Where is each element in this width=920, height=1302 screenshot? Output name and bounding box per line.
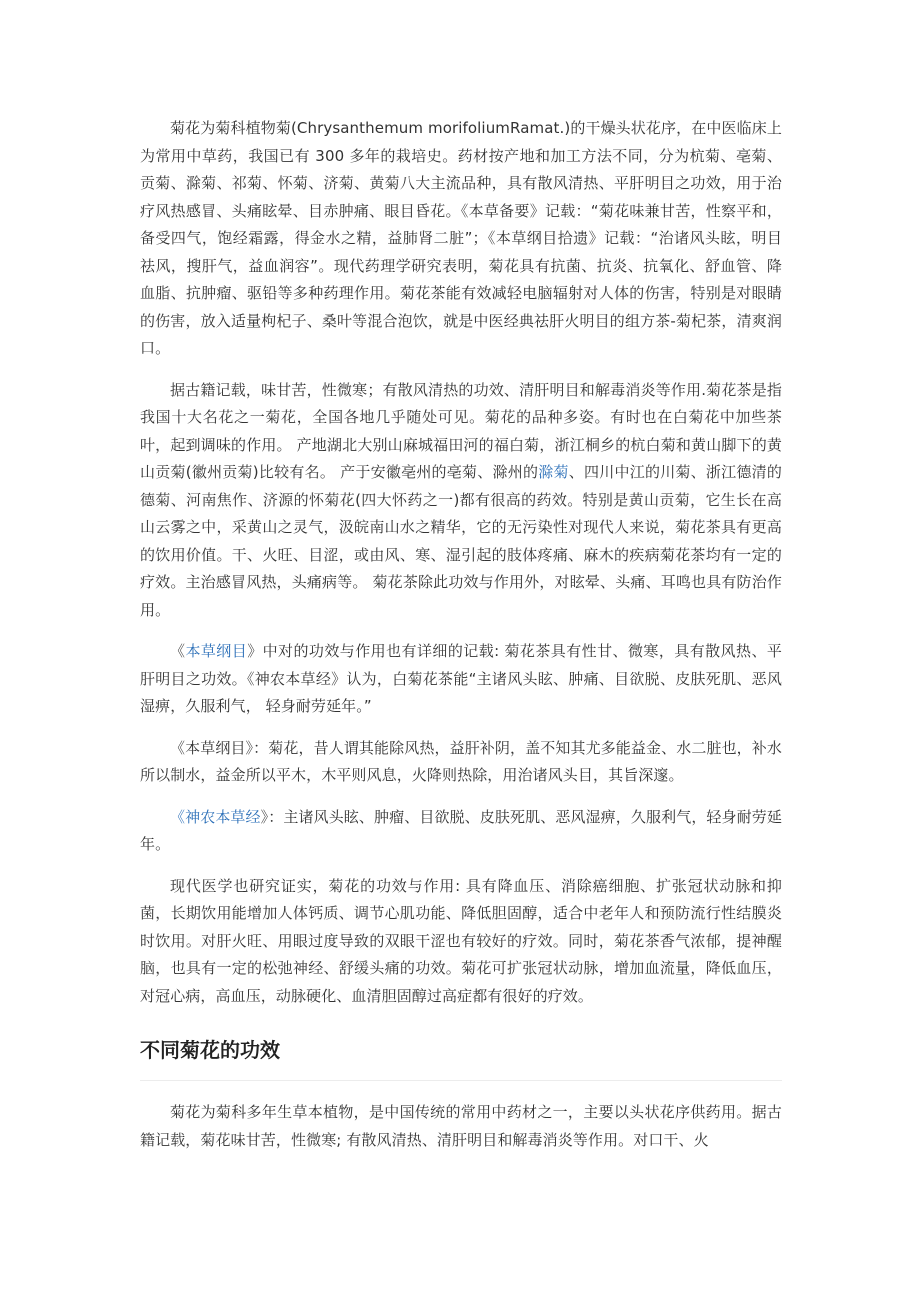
paragraph-shennong-text: 》：主诸风头眩、肿瘤、目欲脱、皮肤死肌、恶风湿痹，久服利气，轻身耐劳延年。 (140, 807, 782, 853)
article-body (140, 115, 782, 1154)
paragraph-section-intro: 菊花为菊科多年生草本植物，是中国传统的常用中药材之一，主要以头状花序供药用。据古籍记载，菊花味甘苦，性微寒; 有散风清热、清肝明目和解毒消炎等作用。对口干、火 (140, 1103, 782, 1149)
paragraph-varieties-text-before: 据古籍记载，味甘苦，性微寒；有散风清热的功效、清肝明目和解毒消炎等作用.菊花茶是指我国十大名花之一菊花，全国各地几乎随处可见。菊花的品种多姿。有时也在白菊花中加些茶叶，起到调味的作用。 产地湖北大别山麻城福田河的福白菊，浙江桐乡的杭白菊和黄山脚下的黄山贡菊(徽州贡菊)比较有名。 产于安徽亳州的亳菊、滁州的 (140, 380, 782, 481)
quote-open-bracket: 《 (170, 642, 186, 660)
paragraph-bencao-quote: 《本草纲目》：菊花，昔人谓其能除风热，益肝补阴，盖不知其尤多能益金、水二脏也，补水所以制水，益金所以平木，木平则风息，火降则热除，用治诸风头目，其旨深邃。 (140, 738, 782, 784)
paragraph-intro: 菊花为菊科植物菊(Chrysanthemum morifoliumRamat.)的干燥头状花序，在中医临床上为常用中草药，我国已有 300 多年的栽培史。药材按产地和加工方法不同，分为杭菊、亳菊、贡菊、滁菊、祁菊、怀菊、济菊、黄菊八大主流品种，具有散风清热、平肝明目之功效，用于治疗风热感冒、头痛眩晕、目赤肿痛、眼目昏花。《本草备要》记载：“菊花味兼甘苦，性察平和，备受四气，饱经霜露，得金水之精，益肺肾二脏”；《本草纲目拾遗》记载：“治诸风头眩，明目祛风，搜肝气，益血润容”。现代药理学研究表明，菊花具有抗菌、抗炎、抗氧化、舒血管、降血脂、抗肿瘤、驱铅等多种药理作用。菊花茶能有效减轻电脑辐射对人体的伤害，特别是对眼睛的伤害，放入适量枸杞子、桑叶等混合泡饮，就是中医经典祛肝火明目的组方茶-菊杞茶，清爽润口。 (140, 119, 782, 357)
paragraph-varieties (140, 377, 782, 625)
link-bencao-gangmu[interactable]: 本草纲目 (185, 642, 248, 660)
paragraph-bencao-gangmu (140, 638, 782, 721)
link-shennong-bencao[interactable]: 神农本草经 (185, 807, 261, 826)
paragraph-bencao-gangmu-text: 》中对的功效与作用也有详细的记载: 菊花茶具有性甘、微寒，具有散风热、平肝明目之功效。《神农本草经》认为，白菊花茶能“主诸风头眩、肿痛、目欲脱、皮肤死肌、恶风湿痹，久服利气， 轻身耐劳延年。” (140, 642, 782, 715)
link-chuju[interactable]: 滁菊 (538, 463, 569, 481)
paragraph-varieties-text-after: 、四川中江的川菊、浙江德清的德菊、河南焦作、济源的怀菊花(四大怀药之一)都有很高的药效。特别是黄山贡菊，它生长在高山云雾之中，采黄山之灵气，汲皖南山水之精华，它的无污染性对现代人来说，菊花茶具有更高的饮用价值。干、火旺、目涩，或由风、寒、湿引起的肢体疼痛、麻木的疾病菊花茶均有一定的疗效。主治感冒风热，头痛病等。 菊花茶除此功效与作用外，对眩晕、头痛、耳鸣也具有防治作用。 (140, 463, 782, 619)
paragraph-shennong (140, 804, 782, 859)
section-heading: 不同菊花的功效 (140, 1034, 782, 1081)
paragraph-modern-medicine: 现代医学也研究证实，菊花的功效与作用: 具有降血压、消除癌细胞、扩张冠状动脉和抑菌，长期饮用能增加人体钙质、调节心肌功能、降低胆固醇，适合中老年人和预防流行性结膜炎时饮用。对肝火旺、用眼过度导致的双眼干涩也有较好的疗效。同时，菊花茶香气浓郁，提神醒脑，也具有一定的松弛神经、舒缓头痛的功效。菊花可扩张冠状动脉，增加血流量，降低血压，对冠心病，高血压，动脉硬化、血清胆固醇过高症都有很好的疗效。 (140, 876, 782, 1005)
quote-open-bracket-link[interactable]: 《 (170, 807, 186, 826)
